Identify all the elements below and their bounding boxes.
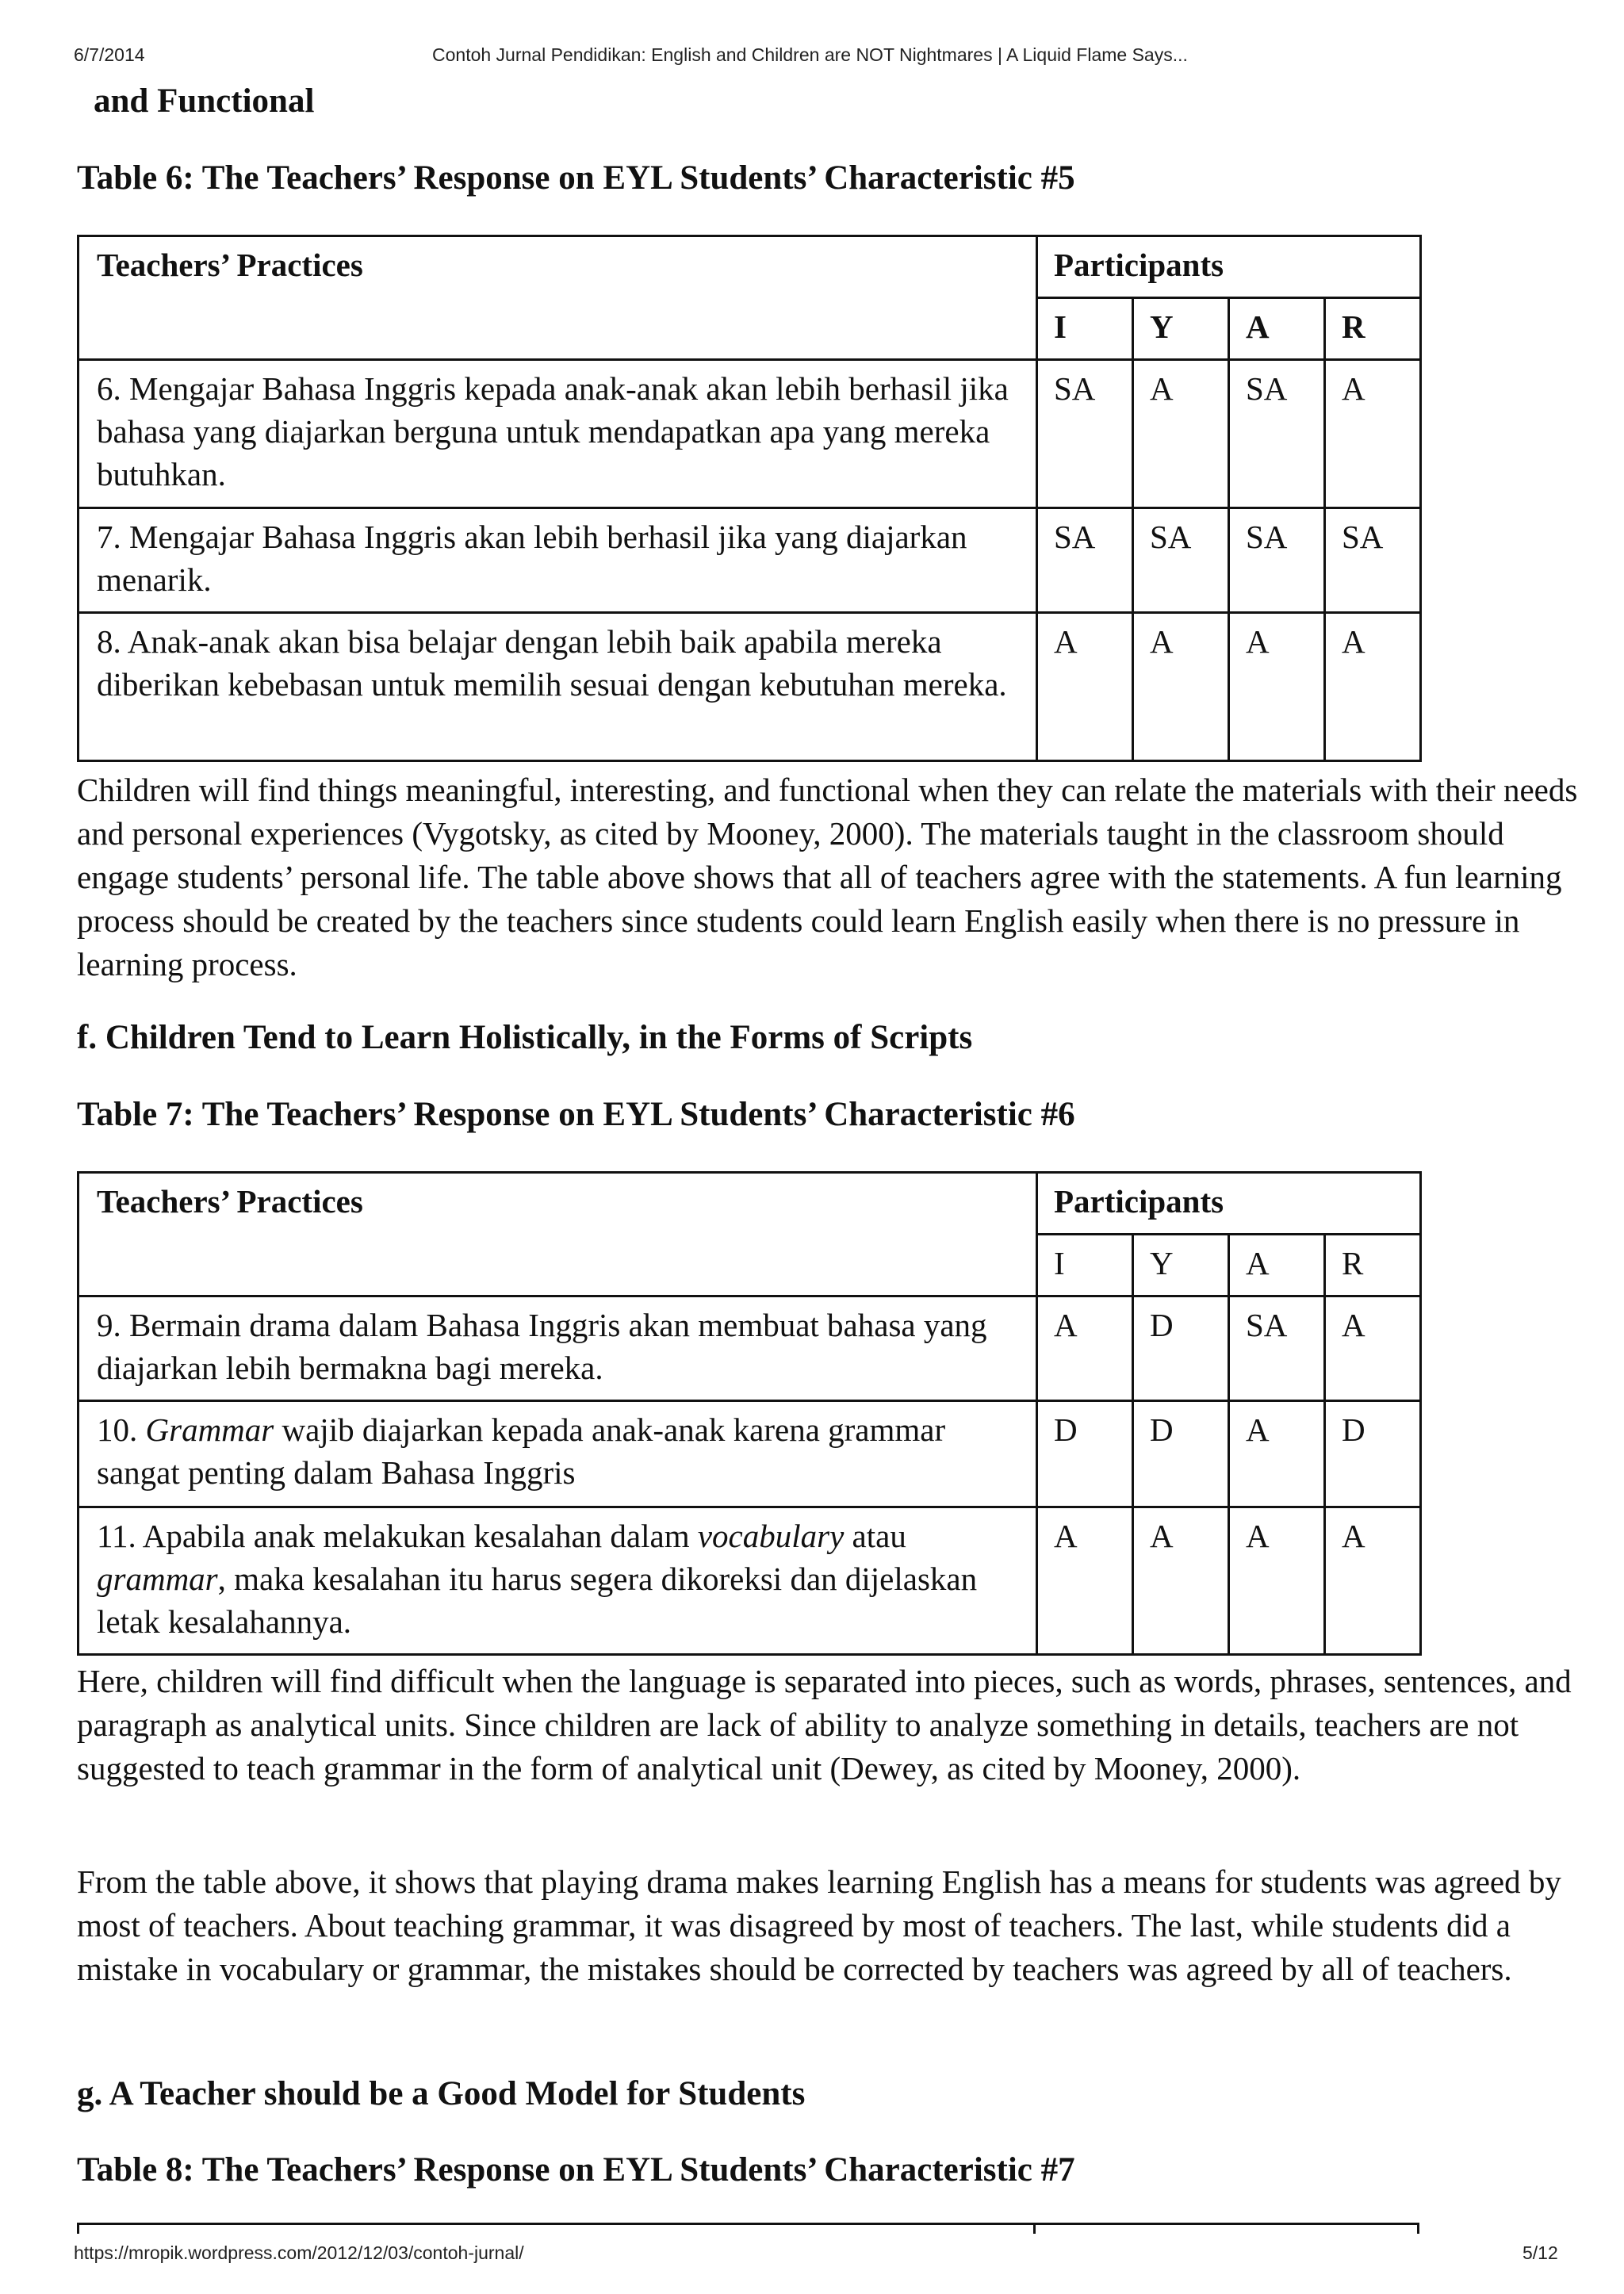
table8-left-border bbox=[77, 2223, 79, 2234]
section-f-heading: f. Children Tend to Learn Holistically, in the Forms of Scripts bbox=[77, 1019, 973, 1056]
table6-cell: SA bbox=[1325, 508, 1421, 613]
table7-header-participants: Participants bbox=[1037, 1173, 1421, 1235]
paragraph-3: From the table above, it shows that playing drama makes learning English has a means for students was agreed by most of teachers. About teaching grammar, it was disagreed by most of teachers. The last, while students did a mistake in vocabulary or grammar, the mistakes should be corrected by teachers was agreed by all of teachers. bbox=[77, 1863, 1561, 1987]
table7-practice-9: 9. Bermain drama dalam Bahasa Inggris akan membuat bahasa yang diajarkan lebih bermakna bagi mereka. bbox=[79, 1296, 1037, 1401]
paragraph-2: Here, children will find difficult when the language is separated into pieces, such as words, phrases, sentences, and paragraph as analytical units. Since children are lack of ability to analyze something in details, teachers are not suggested to teach grammar in the form of analytical unit (Dewey, as cited by Mooney, 2000). bbox=[77, 1663, 1572, 1787]
table6-cell: SA bbox=[1037, 508, 1133, 613]
continued-heading: and Functional bbox=[94, 82, 315, 120]
section-g-heading: g. A Teacher should be a Good Model for Students bbox=[77, 2075, 806, 2112]
table6-practice-8: 8. Anak-anak akan bisa belajar dengan lebih baik apabila mereka diberikan kebebasan untuk memilih sesuai dengan kebutuhan mereka. bbox=[79, 613, 1037, 761]
paragraph-1: Children will find things meaningful, interesting, and functional when they can relate the materials with their needs and personal experiences (Vygotsky, as cited by Mooney, 2000). The materials taught in the classroom should engage students’ personal life. The table above shows that all of teachers agree with the statements. A fun learning process should be created by the teachers since students could learn English easily when there is no pressure in learning process. bbox=[77, 772, 1578, 982]
table6-participant-y: Y bbox=[1133, 298, 1229, 360]
table8-caption: Table 8: The Teachers’ Response on EYL Students’ Characteristic #7 bbox=[77, 2151, 1075, 2189]
table6-cell: A bbox=[1133, 613, 1229, 761]
print-date: 6/7/2014 bbox=[74, 44, 145, 65]
table7-cell: A bbox=[1037, 1507, 1133, 1655]
table8-right-border bbox=[1417, 2223, 1419, 2234]
table7-cell: D bbox=[1133, 1296, 1229, 1401]
table8-divider bbox=[1033, 2223, 1036, 2234]
table6-cell: SA bbox=[1133, 508, 1229, 613]
table7-participant-i: I bbox=[1037, 1235, 1133, 1296]
print-page-number: 5/12 bbox=[1522, 2242, 1558, 2263]
table-row bbox=[79, 1401, 1421, 1507]
print-page-title: Contoh Jurnal Pendidikan: English and Children are NOT Nightmares | A Liquid Flame Says... bbox=[432, 44, 1188, 65]
table6-participant-a: A bbox=[1229, 298, 1325, 360]
table6-header-participants: Participants bbox=[1037, 236, 1421, 298]
table6-participant-i: I bbox=[1037, 298, 1133, 360]
print-url: https://mropik.wordpress.com/2012/12/03/contoh-jurnal/ bbox=[74, 2242, 524, 2263]
table6-cell: A bbox=[1325, 613, 1421, 761]
table8-top-border bbox=[77, 2223, 1419, 2225]
table6-cell: SA bbox=[1229, 360, 1325, 508]
table6-cell: A bbox=[1325, 360, 1421, 508]
table6-participant-r: R bbox=[1325, 298, 1421, 360]
table-row bbox=[79, 1296, 1421, 1401]
table6-cell: A bbox=[1037, 613, 1133, 761]
table7-cell: SA bbox=[1229, 1296, 1325, 1401]
table6-header-practices: Teachers’ Practices bbox=[79, 236, 1037, 360]
table6-practice-6: 6. Mengajar Bahasa Inggris kepada anak-anak akan lebih berhasil jika bahasa yang diajarkan berguna untuk mendapatkan apa yang mereka butuhkan. bbox=[79, 360, 1037, 508]
table7-cell: D bbox=[1037, 1401, 1133, 1507]
table7-practice-11: 11. Apabila anak melakukan kesalahan dalam vocabulary atau grammar, maka kesalahan itu harus segera dikoreksi dan dijelaskan letak kesalahannya. bbox=[79, 1507, 1037, 1655]
table-row bbox=[79, 613, 1421, 761]
table7-cell: D bbox=[1325, 1401, 1421, 1507]
table7-participant-a: A bbox=[1229, 1235, 1325, 1296]
table6-cell: SA bbox=[1229, 508, 1325, 613]
table7-participant-r: R bbox=[1325, 1235, 1421, 1296]
table7-participant-y: Y bbox=[1133, 1235, 1229, 1296]
table7 bbox=[77, 1171, 1422, 1656]
table7-cell: A bbox=[1325, 1507, 1421, 1655]
table7-caption: Table 7: The Teachers’ Response on EYL Students’ Characteristic #6 bbox=[77, 1096, 1075, 1133]
table6-cell: A bbox=[1133, 360, 1229, 508]
table6-practice-7: 7. Mengajar Bahasa Inggris akan lebih berhasil jika yang diajarkan menarik. bbox=[79, 508, 1037, 613]
table6-caption: Table 6: The Teachers’ Response on EYL Students’ Characteristic #5 bbox=[77, 159, 1075, 197]
table7-cell: A bbox=[1133, 1507, 1229, 1655]
table7-cell: A bbox=[1037, 1296, 1133, 1401]
table6 bbox=[77, 235, 1422, 762]
table-row bbox=[79, 360, 1421, 508]
table7-practice-10: 10. Grammar wajib diajarkan kepada anak-anak karena grammar sangat penting dalam Bahasa Inggris bbox=[79, 1401, 1037, 1507]
table7-header-practices: Teachers’ Practices bbox=[79, 1173, 1037, 1296]
table7-cell: A bbox=[1229, 1401, 1325, 1507]
table-row bbox=[79, 508, 1421, 613]
table6-cell: SA bbox=[1037, 360, 1133, 508]
table-row bbox=[79, 1507, 1421, 1655]
table7-cell: A bbox=[1325, 1296, 1421, 1401]
table7-cell: A bbox=[1229, 1507, 1325, 1655]
table6-cell: A bbox=[1229, 613, 1325, 761]
table7-cell: D bbox=[1133, 1401, 1229, 1507]
